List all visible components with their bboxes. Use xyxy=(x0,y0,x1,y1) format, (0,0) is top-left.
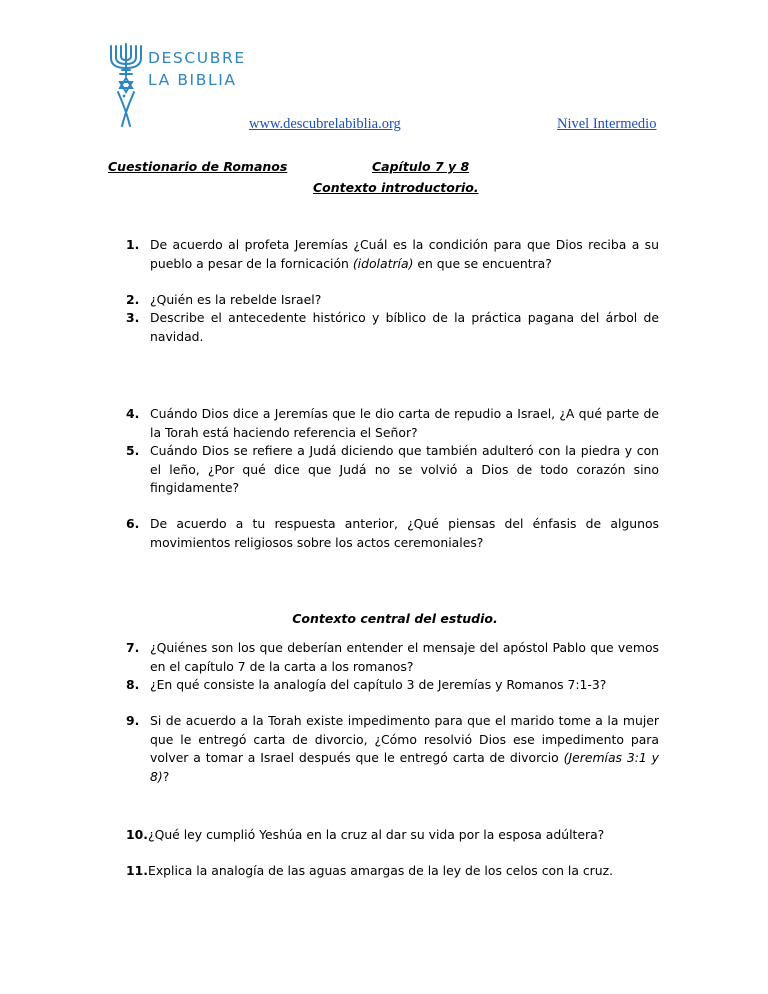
question-text: Explica la analogía de las aguas amargas de la ley de los celos con la cruz. xyxy=(148,863,614,878)
menorah-ichthys-icon xyxy=(108,40,144,132)
website-link[interactable]: www.descubrelabiblia.org xyxy=(249,116,401,132)
question-text: Cuándo Dios se refiere a Judá diciendo que también adulteró con la piedra y con el leño, ¿Por qué dice que Judá no se volvió a Dios de todo corazón sino fingidamente? xyxy=(150,443,659,495)
question-text: ¿Quiénes son los que deberían entender el mensaje del apóstol Pablo que vemos en el capítulo 7 de la carta a los romanos? xyxy=(150,640,659,674)
question-4 xyxy=(126,405,659,442)
question-text: Cuándo Dios dice a Jeremías que le dio carta de repudio a Israel, ¿A qué parte de la Torah está haciendo referencia el Señor? xyxy=(150,406,659,440)
question-10 xyxy=(126,826,659,845)
question-text: ¿Qué ley cumplió Yeshúa en la cruz al dar su vida por la esposa adúltera? xyxy=(148,827,605,842)
question-11 xyxy=(126,862,659,881)
question-text: De acuerdo al profeta Jeremías ¿Cuál es la condición para que Dios reciba a su pueblo a pesar de la fornicación (idolatría) en que se encuentra? xyxy=(150,237,659,271)
document-title: Cuestionario de Romanos xyxy=(108,159,288,174)
question-text: Describe el antecedente histórico y bíblico de la práctica pagana del árbol de navidad. xyxy=(150,310,659,344)
question-number: 7. xyxy=(126,640,140,655)
question-number: 8. xyxy=(126,677,140,692)
level-link[interactable]: Nivel Intermedio xyxy=(557,116,657,132)
question-number: 4. xyxy=(126,406,140,421)
question-8 xyxy=(126,676,659,695)
question-2 xyxy=(126,291,659,310)
question-text: Si de acuerdo a la Torah existe impedimento para que el marido tome a la mujer que le entregó carta de divorcio, ¿Cómo resolvió Dios ese impedimento para volver a tomar a Israel después que le entregó carta de divorcio (Jeremías 3:1 y 8)? xyxy=(150,713,660,784)
question-number: 11. xyxy=(126,863,148,878)
question-7 xyxy=(126,639,659,676)
question-text: ¿Quién es la rebelde Israel? xyxy=(150,292,322,307)
question-number: 9. xyxy=(126,713,140,728)
question-9 xyxy=(126,712,659,786)
question-3 xyxy=(126,309,659,346)
logo-line-1: DESCUBRE xyxy=(148,49,246,67)
question-5 xyxy=(126,442,659,498)
question-number: 5. xyxy=(126,443,140,458)
chapter-label: Capítulo 7 y 8 xyxy=(372,159,470,174)
question-number: 10. xyxy=(126,827,148,842)
question-6 xyxy=(126,515,659,552)
question-text: De acuerdo a tu respuesta anterior, ¿Qué piensas del énfasis de algunos movimientos religiosos sobre los actos ceremoniales? xyxy=(150,516,659,550)
section-central-heading: Contexto central del estudio. xyxy=(292,611,498,626)
question-number: 6. xyxy=(126,516,140,531)
section-intro-heading: Contexto introductorio. xyxy=(313,180,479,195)
logo-line-2: LA BIBLIA xyxy=(148,71,237,89)
question-1 xyxy=(126,236,659,273)
question-number: 1. xyxy=(126,237,140,252)
logo xyxy=(108,40,258,132)
question-number: 2. xyxy=(126,292,140,307)
question-text: ¿En qué consiste la analogía del capítulo 3 de Jeremías y Romanos 7:1-3? xyxy=(150,677,607,692)
question-number: 3. xyxy=(126,310,140,325)
